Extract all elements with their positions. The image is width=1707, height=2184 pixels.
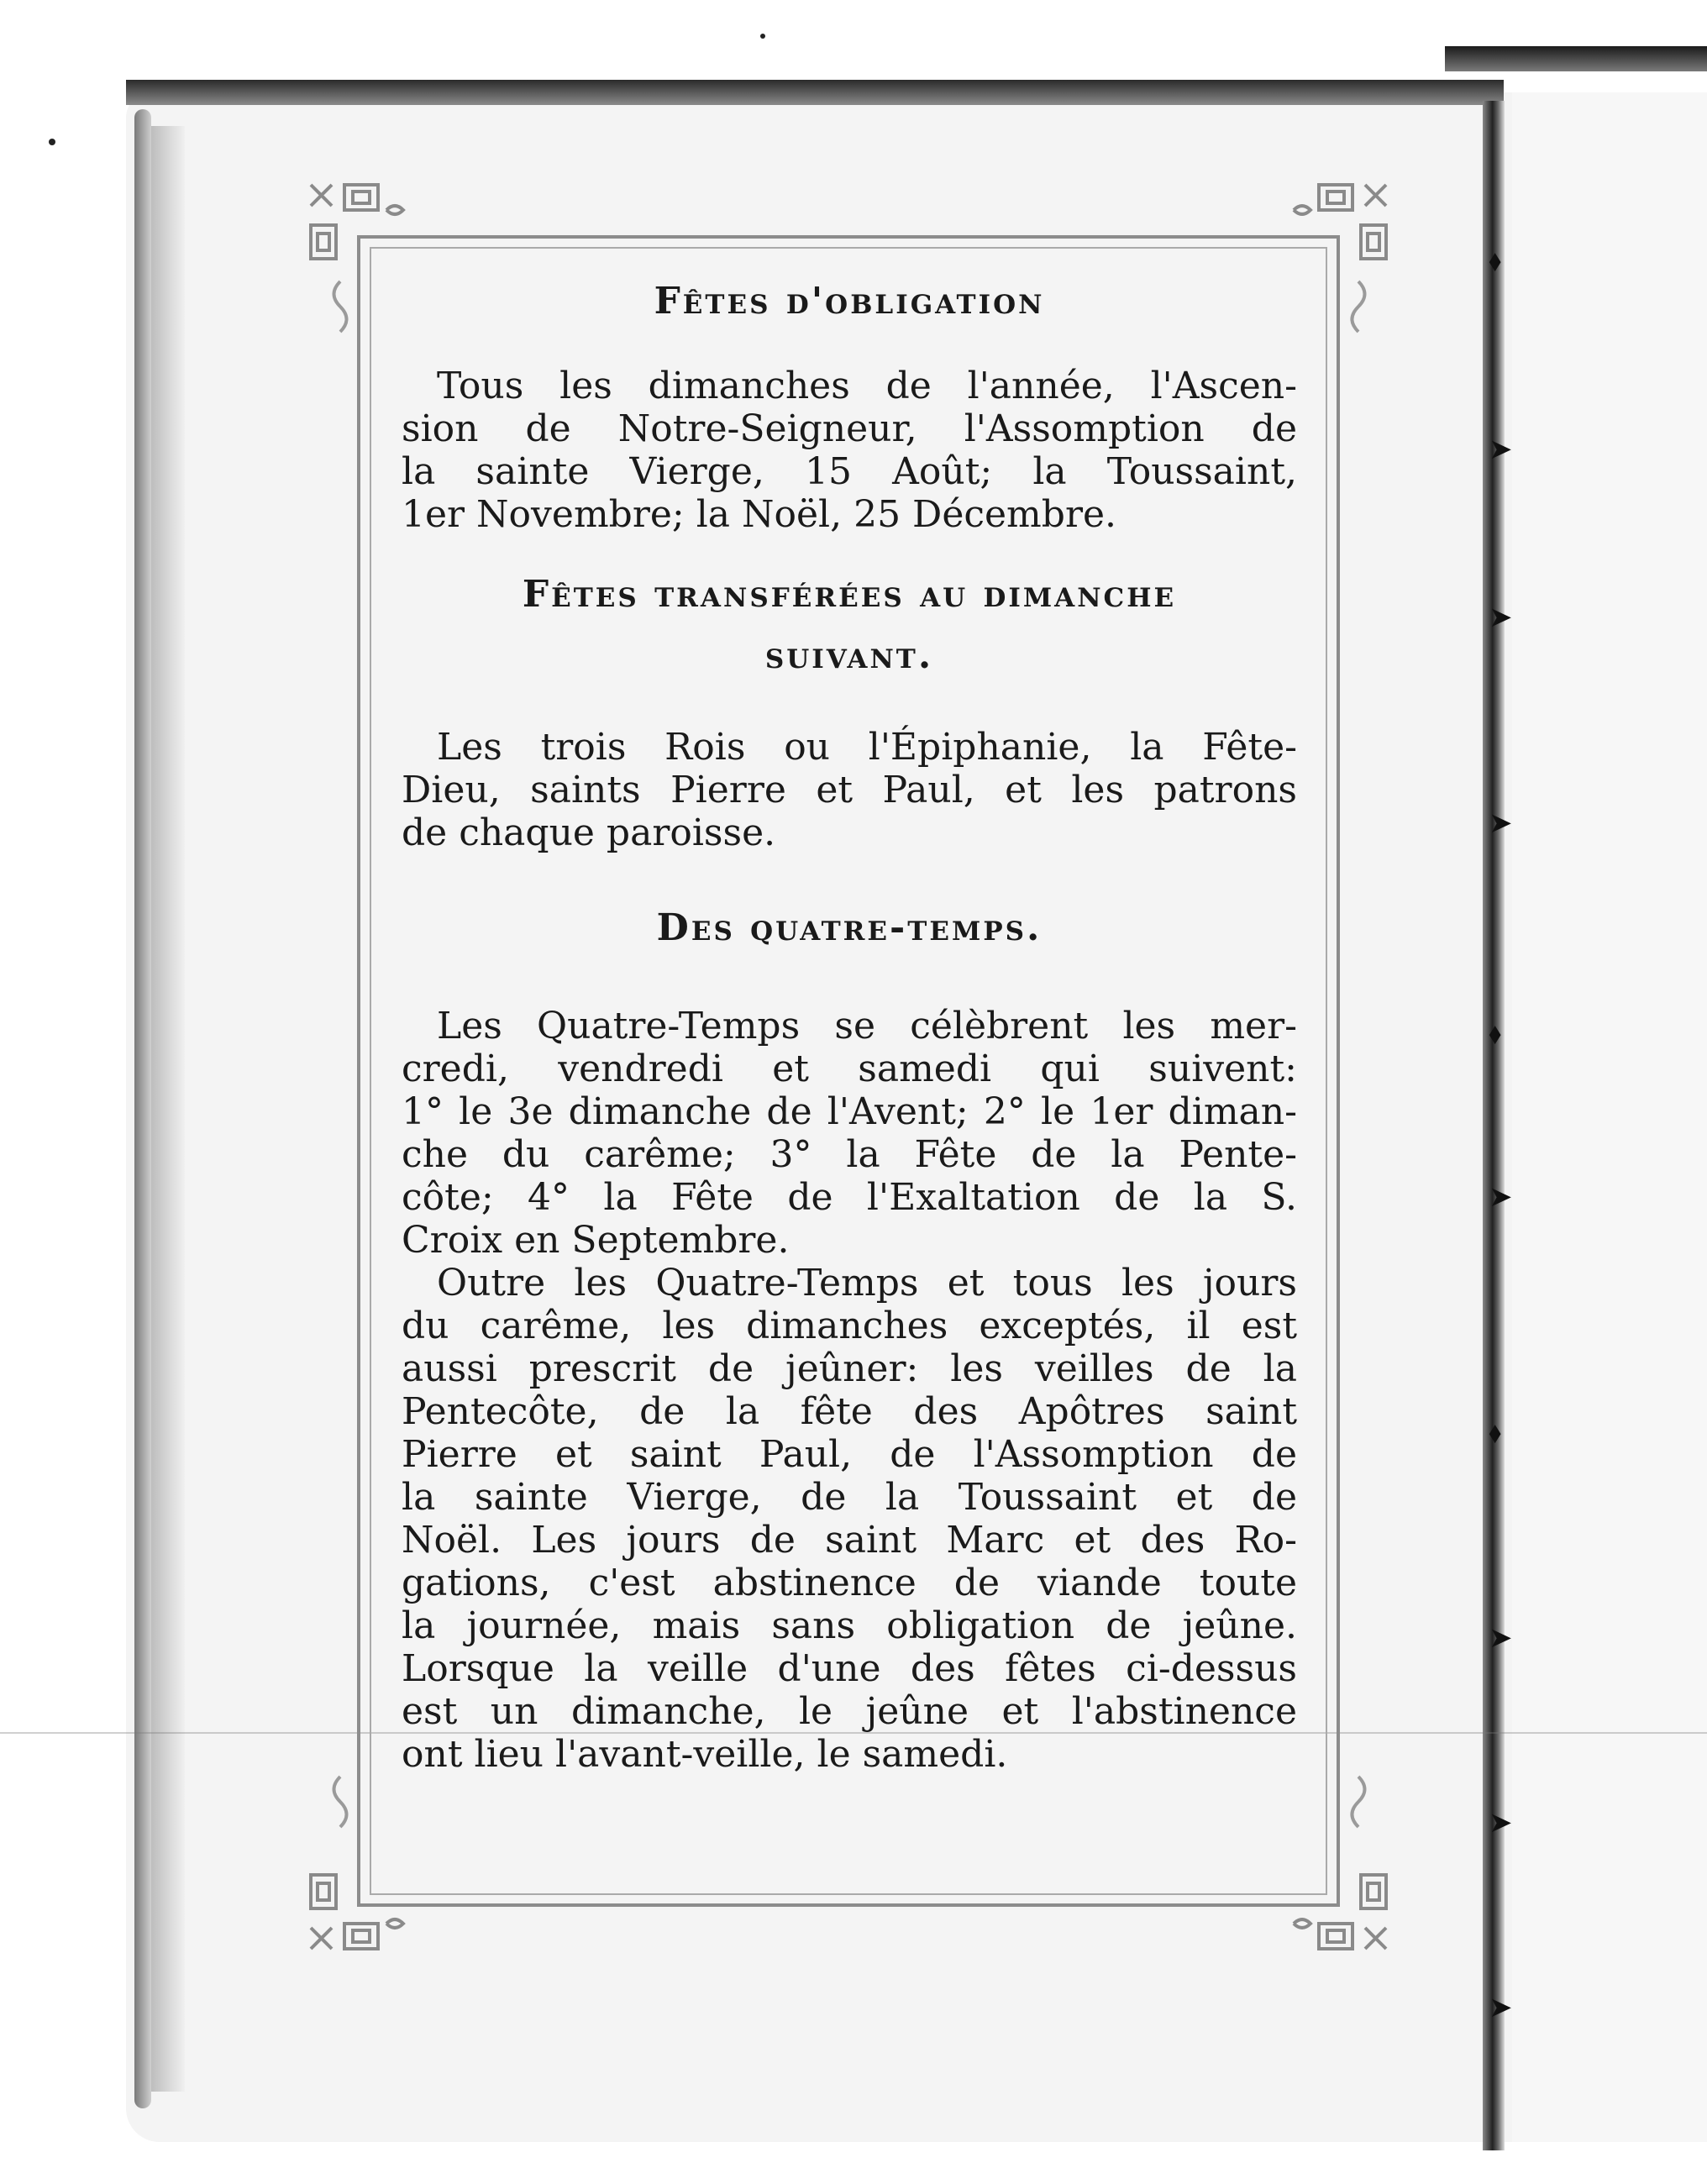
text-line: ont lieu l'avant-veille, le samedi.	[402, 1733, 1008, 1776]
scan-speck	[760, 34, 765, 39]
heading-quatre-temps: Des quatre-temps.	[656, 906, 1043, 949]
text-line: Dieu, saints Pierre et Paul, et les patrons	[402, 769, 1297, 811]
book-top-edge	[126, 80, 1504, 105]
stitch-mark: ➤	[1489, 601, 1513, 634]
scan-margin	[0, 0, 126, 2184]
text-line: côte; 4° la Fête de l'Exaltation de la S.	[402, 1176, 1297, 1219]
text-line: Outre les Quatre-Temps et tous les jours	[437, 1262, 1297, 1305]
stitch-mark: ⬧	[1489, 244, 1502, 277]
page-content	[402, 273, 1297, 1776]
text-line: sion de Notre-Seigneur, l'Assomption de	[402, 407, 1297, 450]
side-ornament-left-bottom	[323, 1772, 357, 1840]
text-line: Lorsque la veille d'une des fêtes ci-dessus	[402, 1647, 1297, 1690]
page-edge	[134, 109, 151, 2108]
text-line: Les Quatre-Temps se célèbrent les mer-	[437, 1005, 1297, 1047]
text-line: est un dimanche, le jeûne et l'abstinence	[402, 1690, 1297, 1733]
text-line: 1er Novembre; la Noël, 25 Décembre.	[402, 493, 1116, 536]
heading-fetes-obligation: Fêtes d'obligation	[654, 280, 1045, 323]
text-line: credi, vendredi et samedi qui suivent:	[402, 1047, 1297, 1090]
stitch-mark: ➤	[1489, 433, 1513, 466]
text-line: 1° le 3e dimanche de l'Avent; 2° le 1er diman-	[402, 1090, 1297, 1133]
facing-page	[1512, 92, 1707, 2142]
text-line: Noël. Les jours de saint Marc et des Ro-	[402, 1519, 1297, 1562]
paragraph-fetes-obligation	[402, 365, 1297, 536]
text-line: Pierre et saint Paul, de l'Assomption de	[402, 1433, 1297, 1476]
text-line: aussi prescrit de jeûner: les veilles de la	[402, 1347, 1297, 1390]
corner-ornament-bottom-left	[302, 1848, 412, 1957]
text-line: che du carême; 3° la Fête de la Pente-	[402, 1133, 1297, 1176]
text-line: la journée, mais sans obligation de jeûne.	[402, 1604, 1297, 1647]
text-line: Croix en Septembre.	[402, 1219, 790, 1262]
paragraph-fetes-transferees	[402, 726, 1297, 854]
stitch-mark: ➤	[1489, 1991, 1513, 2024]
text-line: Tous les dimanches de l'année, l'Ascen-	[437, 365, 1297, 407]
heading-fetes-transferees: Fêtes transférées au dimanche	[522, 573, 1177, 616]
side-ornament-right-bottom	[1342, 1772, 1375, 1840]
corner-ornament-top-left	[302, 176, 412, 286]
paragraph-quatre-temps	[402, 1005, 1297, 1262]
scan-speck	[49, 139, 55, 145]
stitch-mark: ➤	[1489, 1621, 1513, 1655]
book-spine	[1483, 101, 1513, 2150]
text-line: Les trois Rois ou l'Épiphanie, la Fête-	[437, 726, 1297, 769]
book-top-edge-right	[1445, 46, 1707, 71]
text-line: de chaque paroisse.	[402, 811, 776, 854]
corner-ornament-top-right	[1285, 176, 1394, 286]
stitch-mark: ⬧	[1489, 1415, 1502, 1449]
text-line: du carême, les dimanches exceptés, il est	[402, 1305, 1297, 1347]
text-line: la sainte Vierge, 15 Août; la Toussaint,	[402, 450, 1297, 493]
heading-fetes-transferees-cont: suivant.	[764, 634, 934, 677]
text-line: Pentecôte, de la fête des Apôtres saint	[402, 1390, 1297, 1433]
paragraph-jeune-abstinence	[402, 1262, 1297, 1776]
stitch-mark: ➤	[1489, 1806, 1513, 1840]
stitch-mark: ➤	[1489, 806, 1513, 840]
page-edge-shadow	[151, 126, 185, 2092]
stitch-mark: ➤	[1489, 1180, 1513, 1214]
text-line: la sainte Vierge, de la Toussaint et de	[402, 1476, 1297, 1519]
side-ornament-right-top	[1342, 277, 1375, 344]
side-ornament-left-top	[323, 277, 357, 344]
text-line: gations, c'est abstinence de viande toute	[402, 1562, 1297, 1604]
stitch-mark: ⬧	[1489, 1016, 1502, 1050]
corner-ornament-bottom-right	[1285, 1848, 1394, 1957]
